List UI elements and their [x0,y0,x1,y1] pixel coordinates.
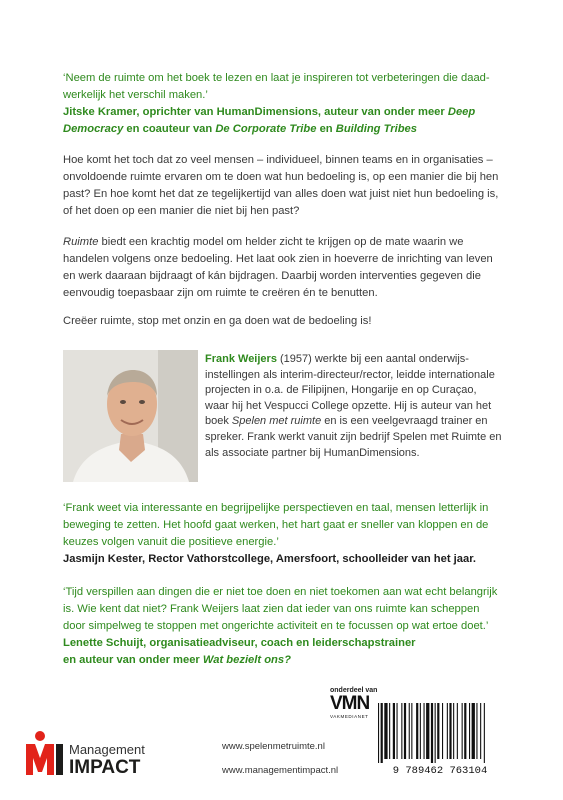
quote-attribution-line-1: Lenette Schuijt, organisatieadviseur, coach en leiderschapstrainer [63,637,416,649]
barcode-bar [393,703,395,759]
website-links [222,741,338,789]
barcode-bar [397,703,398,759]
barcode-bar [420,703,421,759]
barcode-bar [426,703,429,759]
barcode-bar [449,703,451,759]
isbn-barcode [368,703,513,775]
management-impact-logo [23,728,183,776]
barcode-bar [462,703,463,759]
barcode-bar [457,703,458,759]
quote-attribution: Jasmijn Kester, Rector Vathorstcollege, Amersfoort, schoolleider van het jaar. [63,553,477,565]
blurb-paragraph-2 [63,234,503,302]
barcode-bar [411,703,412,759]
barcode-bar [472,703,475,759]
vmn-subtitle: VAKMEDIANET [330,714,369,719]
barcode-bar [416,703,418,759]
barcode-bar [442,703,443,759]
publisher-name-line-1: Management [69,742,145,757]
blurb-paragraph-3: Creëer ruimte, stop met onzin en ga doen wat de bedoeling is! [63,315,372,327]
attribution-text: Jitske Kramer, oprichter van HumanDimensions, auteur van onder meer [63,106,448,118]
book-title-ruimte: Ruimte [63,236,99,248]
quote-jitske-kramer [63,70,503,138]
barcode-bar [480,703,481,759]
book-title-corporate-tribe: De Corporate Tribe [215,123,317,135]
barcode-bar [409,703,410,759]
author-name: Frank Weijers [205,353,277,365]
isbn-number: 9 789462 763104 [392,765,488,775]
attribution-text: en [316,123,336,135]
barcode-bars [378,703,485,763]
publisher-name-line-2: IMPACT [69,757,141,776]
author-photo [63,350,198,482]
barcode-bar [447,703,448,759]
bio-text: en is een veelgevraagd trainer en spreker. Frank werkt vanuit zijn bedrijf Spelen met Ruimte en als associate partner bij HumanDimensions. [205,415,502,459]
barcode-bar [404,703,406,759]
barcode-bar [424,703,425,759]
vmn-wordmark: VMN [330,693,370,714]
barcode-bar [484,703,485,763]
barcode-bar [476,703,477,759]
book-title-deep-democracy: Deep Democracy [63,106,476,135]
barcode-bar [381,703,383,763]
attribution-text: en auteur van onder meer [63,654,203,666]
barcode-bar [469,703,470,759]
quote-text: ‘Neem de ruimte om het boek te lezen en laat je inspireren tot verbeteringen die daad-werkelijk het verschil maken.’ [63,72,490,101]
quote-lenette-schuijt [63,584,503,669]
author-portrait-image [63,350,198,482]
barcode-bar [389,703,390,759]
barcode-bar [453,703,454,759]
barcode-bar [431,703,433,763]
quote-text: ‘Tijd verspillen aan dingen die er niet toe doen en niet toekomen aan wat echt belangrijk is. Wie kent dat niet? Frank Weijers laat zien dat ieder van ons ruimte kan scheppen door simpelweg te stoppen met ongerichte activiteit en te focussen op wat ertoe doet.’ [63,586,498,632]
barcode-bar [378,703,379,763]
attribution-text: en coauteur van [123,123,216,135]
quote-text: ‘Frank weet via interessante en begrijpelijke perspectieven en taal, mensen letterlijk in beweging te zetten. Het hoofd gaat werken, het hart gaat er sneller van kloppen en de keuzes volgen vanuit die positieve energie.’ [63,502,489,548]
author-bio [205,352,503,461]
bio-text: (1957) werkte bij een aantal onderwijs-instellingen als interim-directeur/rector, leidde internationale projecten in o.a. de Filipijnen, Hongarije en op Curaçao, waar hij het Vespucci College opzette. Hij is auteur van het boek [205,353,495,428]
blurb-text: biedt een krachtig model om helder zicht te krijgen op de mate waarin we handelen volgens onze bedoeling. Het laat ook zien in hoeverre de inrichting van leven en werk daaraan bijdraagt of kán bijdragen. Daarbij worden interventies gegeven die eenvoudig toepasbaar zijn om ruimte te creëren én te benutten. [63,236,493,299]
book-title-building-tribes: Building Tribes [335,123,417,135]
book-title-spelen-met-ruimte: Spelen met ruimte [231,415,322,428]
barcode-bar [464,703,466,759]
quote-jasmijn-kester [63,500,503,568]
barcode-bar [437,703,439,759]
barcode-bar [435,703,436,763]
blurb-paragraph-1: Hoe komt het toch dat zo veel mensen – individueel, binnen teams en in organisaties – onvoldoende ruimte ervaren om te doen wat hun bedoeling is, op een manier die bij hen past? En hoe komt het dat ze tegelijkertijd van alles doen wat juist niet hun bedoeling is, of het doen op een manier die niet bij hen past? [63,154,499,217]
barcode-bar [384,703,387,759]
quote-attribution [63,104,503,138]
url-spelenmetruimte[interactable]: www.spelenmetruimte.nl [222,741,325,752]
book-title-wat-bezielt-ons: Wat bezielt ons? [202,654,291,666]
url-managementimpact[interactable]: www.managementimpact.nl [222,765,339,776]
barcode-bar [401,703,402,759]
vmn-caption: onderdeel van [330,687,378,694]
mi-logo-mark [23,728,183,776]
quote-attribution-line-2 [63,652,503,669]
